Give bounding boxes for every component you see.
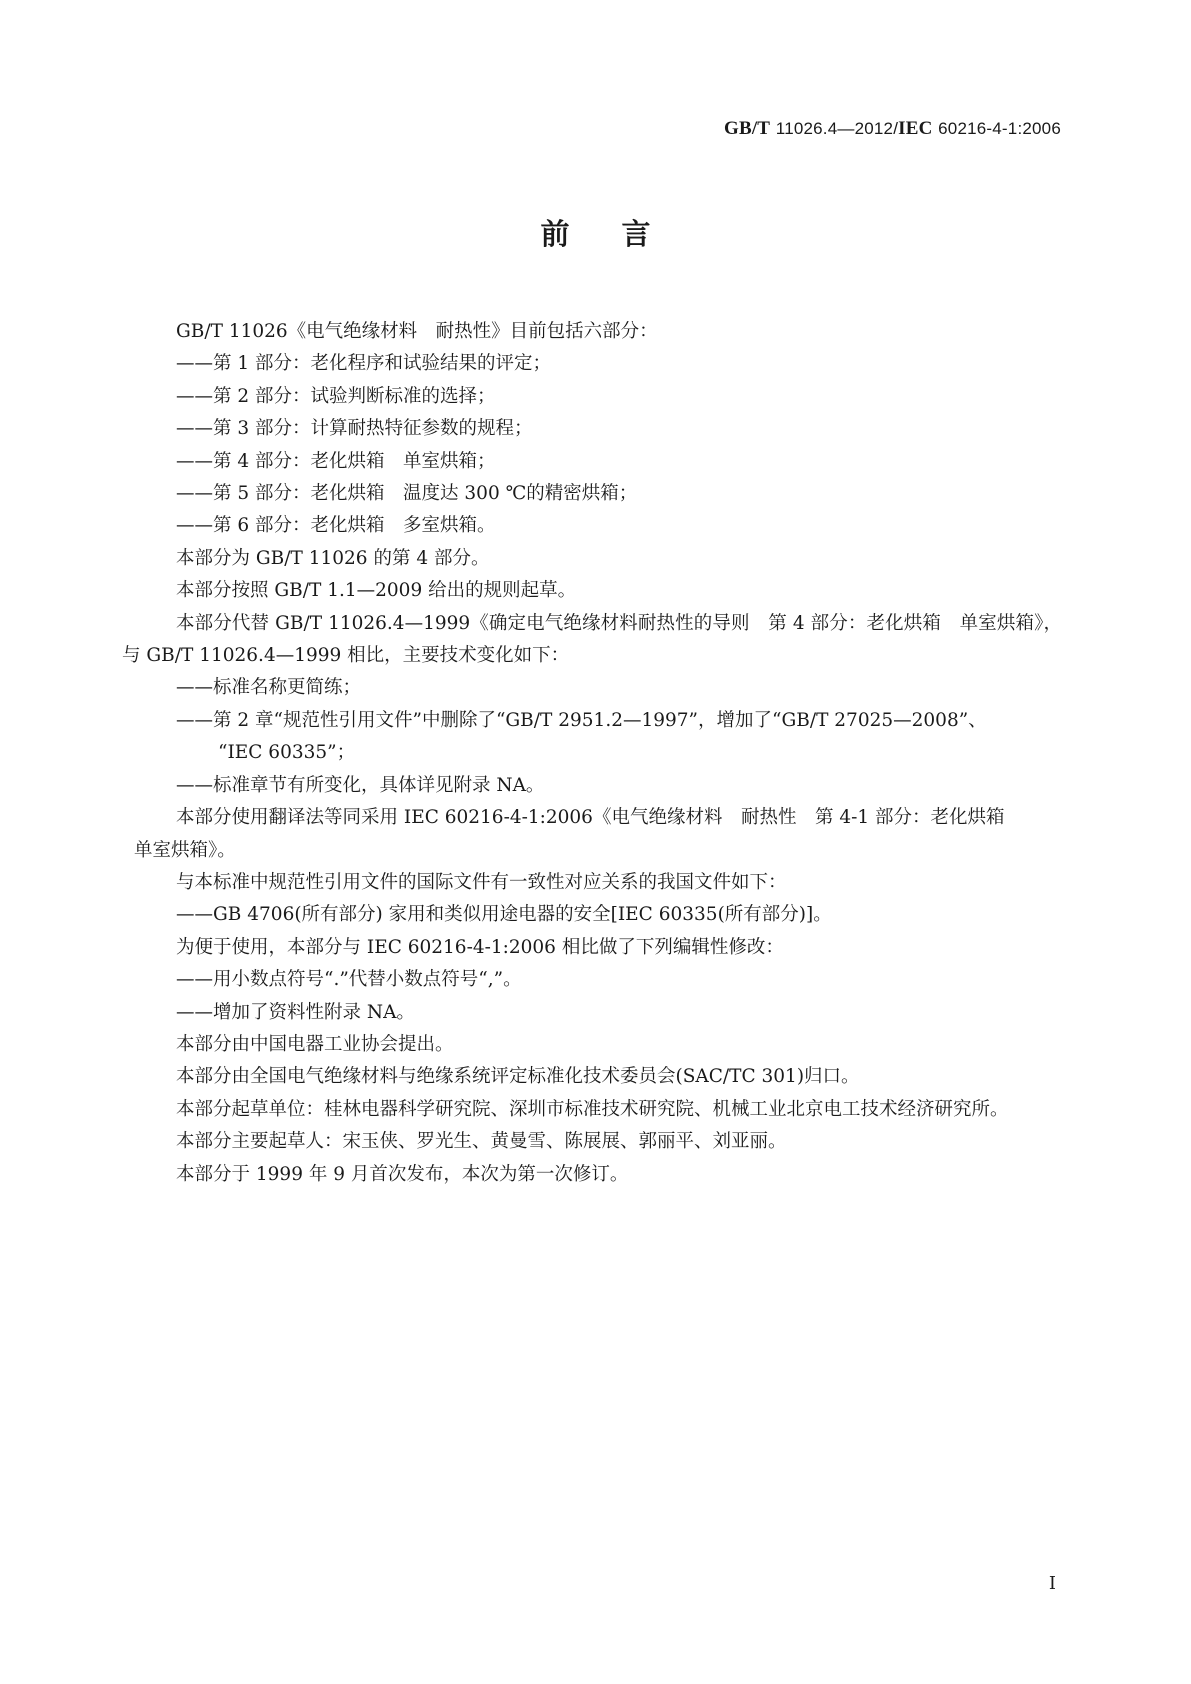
paragraph-translation-cont: 单室烘箱》。 [134, 839, 236, 861]
list-item-part6: ——第 6 部分：老化烘箱 多室烘箱。 [176, 515, 496, 537]
paragraph-drafting-rules: 本部分按照 GB/T 1.1—2009 给出的规则起草。 [176, 580, 577, 602]
paragraph-drafting-units: 本部分起草单位：桂林电器科学研究院、深圳市标准技术研究院、机械工业北京电工技术经济研究所。 [176, 1098, 1009, 1120]
paragraph-replaces: 本部分代替 GB/T 11026.4—1999《确定电气绝缘材料耐热性的导则 第 4 部分：老化烘箱 单室烘箱》，与 GB/T 11026.4—1999 相比，主要技术变化如下： [122, 612, 1062, 667]
page-title: 前言 [540, 217, 703, 251]
header-gbt: GB/T [723, 118, 771, 139]
paragraph-translation: 本部分使用翻译法等同采用 IEC 60216-4-1:2006《电气绝缘材料 耐热性 第 4-1 部分：老化烘箱 [176, 807, 1005, 829]
paragraph-proposed-by: 本部分由中国电器工业协会提出。 [176, 1033, 454, 1055]
paragraph-editorial: 为便于使用，本部分与 IEC 60216-4-1:2006 相比做了下列编辑性修改： [176, 936, 784, 958]
list-item-part1: ——第 1 部分：老化程序和试验结果的评定； [176, 353, 552, 375]
list-item-change-references: ——第 2 章“规范性引用文件”中删除了“GB/T 2951.2—1997”，增加了“GB/T 27025—2008”、 [176, 709, 987, 731]
header-number: 11026.4—2012/ [775, 119, 899, 138]
list-item-change-references-cont: “IEC 60335”； [218, 742, 356, 764]
list-item-gb4706: ——GB 4706(所有部分) 家用和类似用途电器的安全[IEC 60335(所有部分)]。 [176, 904, 832, 926]
paragraph-parts-intro: GB/T 11026《电气绝缘材料 耐热性》目前包括六部分： [176, 321, 658, 342]
header-iec: IEC [898, 118, 933, 139]
list-item-decimal: ——用小数点符号“.”代替小数点符号“,”。 [176, 969, 522, 991]
list-item-part4: ——第 4 部分：老化烘箱 单室烘箱； [176, 450, 496, 472]
list-item-change-name: ——标准名称更简练； [176, 677, 362, 699]
header-iec-number: 60216-4-1:2006 [938, 119, 1061, 138]
list-item-part5: ——第 5 部分：老化烘箱 温度达 300 ℃的精密烘箱； [176, 483, 638, 505]
standard-number-header [724, 118, 1061, 140]
paragraph-centralized-by: 本部分由全国电气绝缘材料与绝缘系统评定标准化技术委员会(SAC/TC 301)归口。 [176, 1066, 860, 1088]
list-item-part2: ——第 2 部分：试验判断标准的选择； [176, 385, 496, 407]
paragraph-drafters: 本部分主要起草人：宋玉侠、罗光生、黄曼雪、陈展展、郭丽平、刘亚丽。 [176, 1131, 787, 1153]
page-number: I [1048, 1573, 1056, 1594]
paragraph-correspondence: 与本标准中规范性引用文件的国际文件有一致性对应关系的我国文件如下： [176, 871, 787, 893]
list-item-change-chapters: ——标准章节有所变化，具体详见附录 NA。 [176, 774, 545, 796]
paragraph-history: 本部分于 1999 年 9 月首次发布，本次为第一次修订。 [176, 1163, 629, 1185]
paragraph-this-part: 本部分为 GB/T 11026 的第 4 部分。 [176, 547, 490, 569]
list-item-annex: ——增加了资料性附录 NA。 [176, 1001, 415, 1023]
foreword-body [122, 316, 1062, 1191]
list-item-part3: ——第 3 部分：计算耐热特征参数的规程； [176, 418, 533, 440]
